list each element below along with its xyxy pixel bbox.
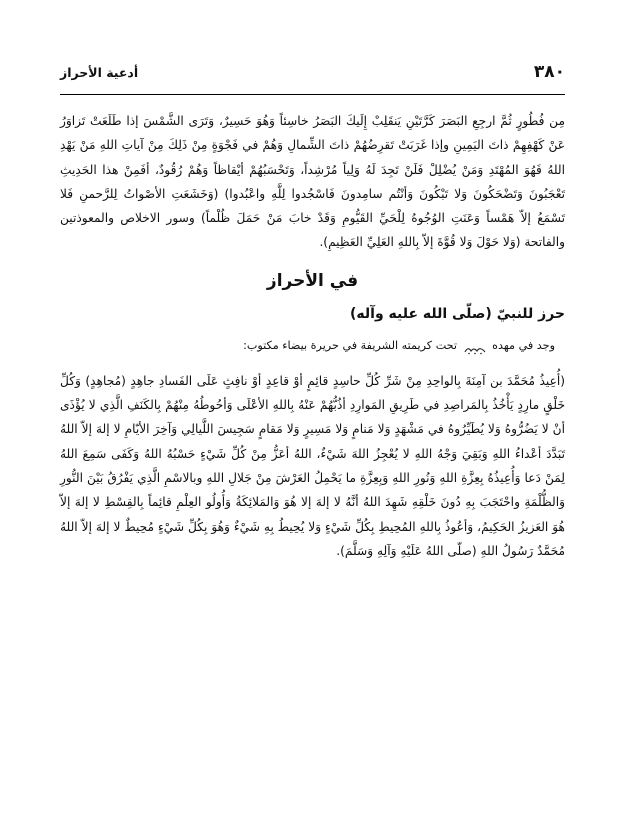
running-title: أدعية الأحراز	[60, 65, 139, 80]
intro-line	[60, 335, 555, 357]
page-header	[60, 62, 565, 95]
intro-after-seal: تحت كريمته الشريفة في حريرة بيضاء مكتوب:	[243, 338, 458, 352]
salawat-seal-icon	[464, 341, 486, 351]
hirz-text-paragraph: (أُعِيذُ مُحَمَّدَ بن آمِنَةَ بِالواحِدِ مِنْ شَرِّ كُلِّ حاسِدٍ قائِمٍ أوْ قاعِدٍ أوْ نافِثٍ عَلَى الفَسادِ جاهِدٍ (مُجاهِدٍ) وَكُلِّ خَلْقٍ مارِدٍ يَأْخُذُ بِالمَراصِدِ في طَرِيقِ المَوارِدِ أذُبُّهُمْ عَنْهُ بِاللهِ الأعْلَى وَأحُوطُهُ مِنْهُمْ بِالكَنَفِ الَّذِي لا يُؤْذَى أنْ لا يَضُرُّوهُ وَلا يُطَيِّرُوهُ في مَشْهَدٍ وَلا مَنامٍ وَلا مَسِيرٍ وَلا مَقامٍ سَجِيسَ اللَّيالِي وَآخِرَ الأيّامِ لا إلهَ إلاّ اللهُ تَبَدَّدَ أعْداءُ اللهِ وَبَقِيَ وَجْهُ اللهِ لا يُعْجِزُ اللهَ شَيْءٌ، اللهُ أعَزُّ مِنْ كُلِّ شَيْءٍ حَسْبُهُ اللهُ وَكَفَى سَمِعَ اللهُ لِمَنْ دَعا وَأُعِيذُهُ بِعِزَّةِ اللهِ وَنُورِ اللهِ وَبِعِزَّةِ ما يَحْمِلُ العَرْشَ مِنْ جَلالِ اللهِ وبالاسْمِ الَّذِي يَفْرُقُ بَيْنَ النُّورِ وَالظُّلْمَةِ واحْتَجَبَ بِهِ دُونَ خَلْقِهِ شَهِدَ اللهُ أنَّهُ لا إلهَ إلا هُوَ وَالمَلائِكَةُ وَأُولُو العِلْمِ قائِماً بِالقِسْطِ لا إلهَ إلاّ هُوَ العَزيزُ الحَكِيمُ، وَأعُوذُ بِاللهِ المُحِيطِ بِكُلِّ شَيْءٍ وَلا يُحِيطُ بِهِ شَيْءٌ وَهُوَ بِكُلِّ شَيْءٍ مُحِيطٌ لا إلهَ إلاّ اللهُ مُحَمَّدٌ رَسُولُ اللهِ (صلّى اللهُ عَلَيْهِ وَآلِهِ وَسَلَّمَ).	[60, 373, 565, 558]
quran-verses-paragraph: مِن فُطُورٍ ثُمَّ ارجِعِ البَصَرَ كَرَّتَيْنِ يَنقَلِبْ إِلَيكَ البَصَرُ خاسِئاً وَهُوَ حَسِيرٌ، وَتَرَى الشَّمْسَ إذا طَلَعَتْ تَزاوَرُ عَنْ كَهْفِهِمْ ذاتَ اليَمِينِ وإذا غَرَبَتْ تَقرِضُهُمْ ذاتَ الشِّمالِ وَهُمْ في فَجْوَةٍ مِنْ ذَلِكَ مِنْ آياتِ اللهِ مَنْ يَهْدِ اللهُ فَهُوَ المُهْتَدِ وَمَنْ يُضْلِلْ فَلَنْ تَجِدَ لَهُ وَلِياً مُرْشِداً، وَتَحْسَبُهُمْ أيْقاظاً وَهُمْ رُقُودٌ، أفَمِنْ هذا الحَدِيثِ تَعْجَبُونَ وَتَضْحَكُونَ وَلا تَبْكُونَ وَأنْتُم سامِدونَ فَاسْجُدوا لِلَّهِ واعْبُدوا) (وَخَشَعَتِ الأصْواتُ لِلرَّحمنِ فَلا تَسْمَعُ إلاّ هَمْساً وَعَنَتِ الوُجُوهُ لِلْحَيِّ القَيُّومِ وَقَدْ خابَ مَنْ حَمَلَ ظُلْماً) وسور الاخلاص والمعوذتين والفاتحة (وَلا حَوْلَ وَلا قُوَّةَ إلاّ بِاللهِ العَلِيِّ العَظِيمِ).	[60, 114, 565, 250]
section-title: في الأحراز	[266, 270, 359, 291]
page-number: ٣٨٠	[533, 62, 565, 82]
sub-title: حرز للنبيّ (صلّى الله عليه وآله)	[350, 305, 565, 322]
intro-before-seal: وجد في مهده	[492, 338, 555, 352]
book-page	[60, 62, 565, 563]
